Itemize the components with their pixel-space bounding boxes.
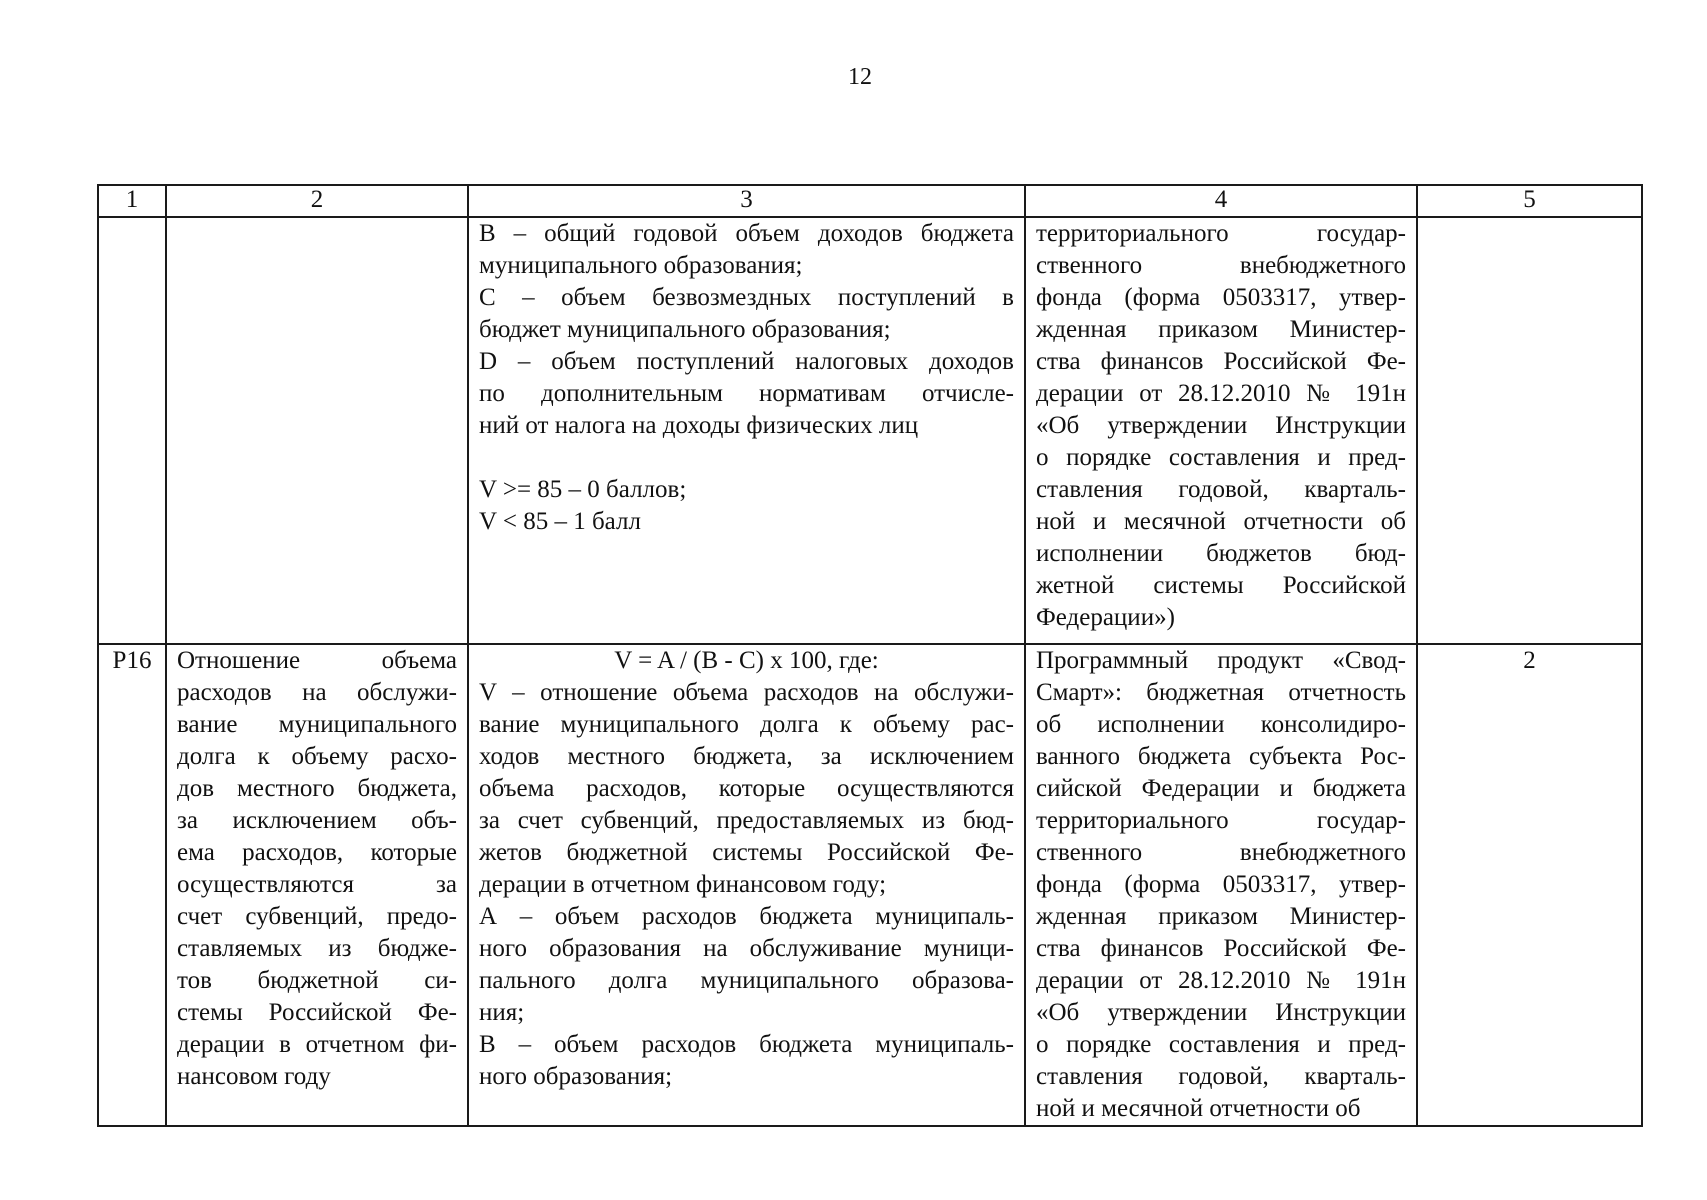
table-row [98,644,1642,1126]
cell-text-line: об исполнении консолидиро- [1036,711,1406,738]
cell-text-line: ственного внебюджетного [1036,839,1406,866]
score-cell: 2 [1417,644,1642,1126]
cell-text-line: расходов на обслужи- [177,679,457,706]
table-row [98,217,1642,644]
cell-text-line: ставления годовой, кварталь- [1036,476,1406,503]
cell-text-line: счет субвенций, предо- [177,903,457,930]
cell-text-line: «Об утверждении Инструкции [1036,412,1406,439]
cell-text-line: жденная приказом Министер- [1036,903,1406,930]
cell-text-line: V >= 85 – 0 баллов; [479,476,687,503]
cell-text-line: жетов бюджетной системы Российской Фе- [479,839,1014,866]
data-source-cell [1025,644,1417,1126]
cell-text-line: долга к объему расхо- [177,743,457,770]
cell-text-line: V = A / (B - C) x 100, где: [614,647,879,674]
cell-text-line: ства финансов Российской Фе- [1036,935,1406,962]
cell-text-line: дерации от 28.12.2010 № 191н [1036,380,1406,407]
indicator-name-cell [166,217,468,644]
cell-text-line: за счет субвенций, предоставляемых из бюд- [479,807,1014,834]
header-col-5: 5 [1417,185,1642,217]
cell-text-line: ственного внебюджетного [1036,252,1406,279]
cell-text-line: дерации в отчетном фи- [177,1031,457,1058]
cell-text-line: В – объем расходов бюджета муниципаль- [479,1031,1014,1058]
cell-text-line: объема расходов, которые осуществляются [479,775,1014,802]
cell-text-line: С – объем безвозмездных поступлений в [479,284,1014,311]
formula-cell [468,217,1025,644]
cell-text-line: «Об утверждении Инструкции [1036,999,1406,1026]
cell-text-line: пального долга муниципального образова- [479,967,1014,994]
cell-text-line: дов местного бюджета, [177,775,457,802]
cell-text-line: по дополнительным нормативам отчисле- [479,380,1014,407]
data-source-cell [1025,217,1417,644]
cell-text-line: ной и месячной отчетности об [1036,1095,1361,1122]
cell-text-line: муниципального образования; [479,252,803,279]
score-cell [1417,217,1642,644]
header-col-4: 4 [1025,185,1417,217]
blank-line [479,442,1014,474]
cell-text-line: стемы Российской Фе- [177,999,457,1026]
cell-text-line: осуществляются за [177,871,457,898]
row-number-cell: Р16 [98,644,166,1126]
cell-text-line: вание муниципального [177,711,457,738]
cell-text-line: В – общий годовой объем доходов бюджета [479,220,1014,247]
cell-text-line: V < 85 – 1 балл [479,508,641,535]
cell-text-line: вание муниципального долга к объему рас- [479,711,1014,738]
cell-text-line: ного образования на обслуживание муници- [479,935,1014,962]
header-col-2: 2 [166,185,468,217]
cell-text-line: А – объем расходов бюджета муниципаль- [479,903,1014,930]
cell-text-line: ема расходов, которые [177,839,457,866]
cell-text-line: нансовом году [177,1063,331,1090]
cell-text-line: дерации от 28.12.2010 № 191н [1036,967,1406,994]
cell-text-line: Смарт»: бюджетная отчетность [1036,679,1406,706]
cell-text-line: Программный продукт «Свод- [1036,647,1406,674]
cell-text-line: V – отношение объема расходов на обслужи- [479,679,1014,706]
cell-text-line: ний от налога на доходы физических лиц [479,412,919,439]
cell-text-line: дерации в отчетном финансовом году; [479,871,887,898]
cell-text-line: ходов местного бюджета, за исключением [479,743,1014,770]
cell-text-line: за исключением объ- [177,807,457,834]
cell-text-line: территориального государ- [1036,807,1406,834]
cell-text-line: бюджет муниципального образования; [479,316,891,343]
cell-text-line: сийской Федерации и бюджета [1036,775,1406,802]
cell-text-line: D – объем поступлений налоговых доходов [479,348,1014,375]
header-col-1: 1 [98,185,166,217]
cell-text-line: фонда (форма 0503317, утвер- [1036,284,1406,311]
cell-text-line: ставляемых из бюдже- [177,935,457,962]
cell-text-line: территориального государ- [1036,220,1406,247]
cell-text-line: о порядке составления и пред- [1036,1031,1406,1058]
cell-text-line: исполнении бюджетов бюд- [1036,540,1406,567]
cell-text-line: тов бюджетной си- [177,967,457,994]
cell-text-line: ния; [479,999,525,1026]
indicator-table [97,184,1643,1127]
row-number-cell [98,217,166,644]
cell-text-line: ванного бюджета субъекта Рос- [1036,743,1406,770]
cell-text-line: жетной системы Российской [1036,572,1406,599]
cell-text-line: ного образования; [479,1063,673,1090]
cell-text-line: жденная приказом Министер- [1036,316,1406,343]
header-col-3: 3 [468,185,1025,217]
formula-cell [468,644,1025,1126]
cell-text-line: ства финансов Российской Фе- [1036,348,1406,375]
cell-text-line: Отношение объема [177,647,457,674]
table-header-row [98,185,1642,217]
cell-text-line: Федерации») [1036,604,1175,631]
cell-text-line: ставления годовой, кварталь- [1036,1063,1406,1090]
indicator-name-cell [166,644,468,1126]
cell-text-line: ной и месячной отчетности об [1036,508,1406,535]
cell-text-line: фонда (форма 0503317, утвер- [1036,871,1406,898]
cell-text-line: о порядке составления и пред- [1036,444,1406,471]
page-number: 12 [848,64,872,90]
